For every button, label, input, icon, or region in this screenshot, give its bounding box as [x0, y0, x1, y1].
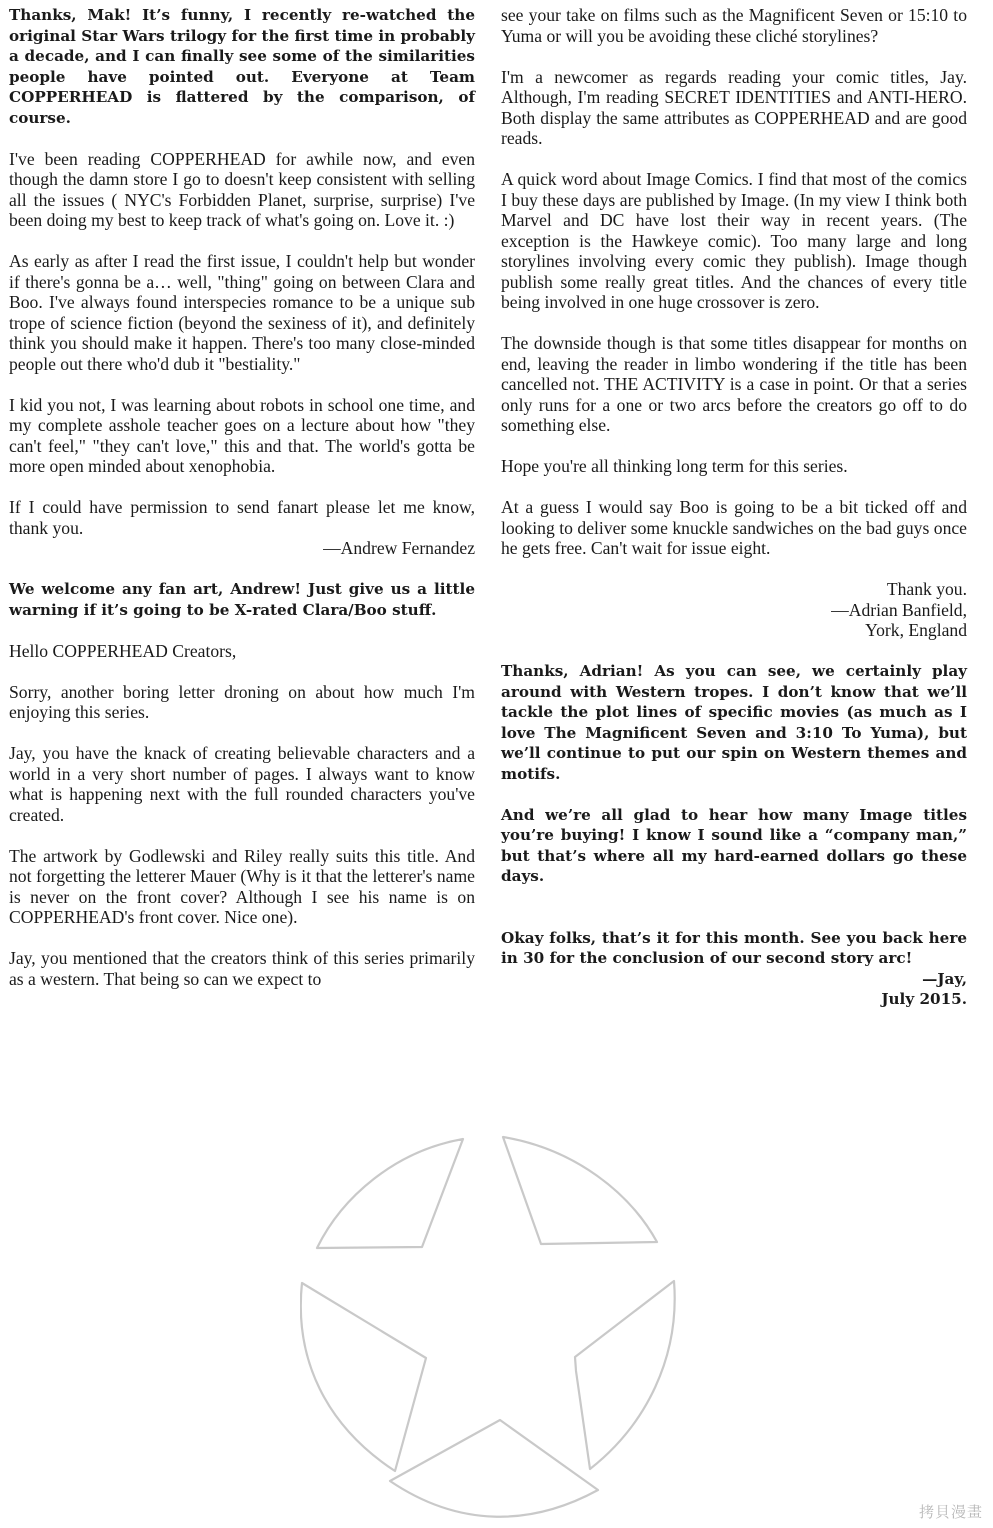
signature-line: —Adrian Banfield,: [831, 599, 967, 620]
signature-line: York, England: [865, 620, 967, 640]
emblem-segment-bottom: [390, 1420, 598, 1517]
letter-signature-andrew: —Andrew Fernandez: [323, 538, 475, 558]
editor-reply-mak: Thanks, Mak! It’s funny, I recently re-watched the original Star Wars trilogy for the first time in probably a decade, and I can finally see some of the similarities people have pointed out. Everyone at Team COPPERHEAD is flattered by the comparison, of course.: [9, 6, 475, 127]
letter-paragraph: I'm a newcomer as regards reading your comic titles, Jay. Although, I'm reading SECRET IDENTITIES and ANTI-HERO. Both display the same attributes as COPPERHEAD and are good reads.: [501, 66, 967, 148]
signature-line: Thank you.: [886, 579, 967, 599]
emblem-segment-top-right: [503, 1137, 657, 1244]
emblem-segment-right: [575, 1281, 675, 1469]
letter-paragraph: I kid you not, I was learning about robots in school one time, and my complete asshole teacher goes on a lecture about how "they can't feel," "they can't love," this and that. The world's gotta be more open minded about xenophobia.: [9, 394, 475, 476]
letter-paragraph: Jay, you mentioned that the creators think of this series primarily as a western. That being so can we expect to: [9, 948, 475, 989]
site-watermark: 拷貝漫畫: [918, 1503, 983, 1521]
letter-greeting: Hello COPPERHEAD Creators,: [9, 640, 237, 661]
editor-closing: Okay folks, that’s it for this month. See you back here in 30 for the conclusion of our second story arc!: [501, 928, 967, 967]
letter-paragraph: Sorry, another boring letter droning on about how much I'm enjoying this series.: [9, 681, 475, 722]
signature-line: —Jay,: [922, 969, 967, 988]
letter-paragraph: At a guess I would say Boo is going to be a bit ticked off and looking to deliver some knuckle sandwiches on the bad guys once he gets free. Can't wait for issue eight.: [501, 497, 967, 558]
editor-signature: [501, 969, 967, 1010]
letter-paragraph: If I could have permission to send fanart please let me know, thank you.: [9, 497, 475, 538]
emblem-segment-left: [301, 1283, 426, 1471]
editor-reply-andrew: We welcome any fan art, Andrew! Just give us a little warning if it’s going to be X-rated Clara/Boo stuff.: [9, 580, 475, 619]
letter-paragraph: see your take on films such as the Magnificent Seven or 15:10 to Yuma or will you be avoiding these cliché storylines?: [501, 5, 967, 46]
letter-signature-adrian: [501, 579, 967, 641]
letter-paragraph: A quick word about Image Comics. I find that most of the comics I buy these days are published by Image. (In my view I think both Marvel and DC have lost their way in recent years. (The exception is the Hawkeye comic). Too many large and long storylines involving every comic they publish). Image though publish some really great titles. And the chances of every title being involved in one huge crossover is zero.: [501, 169, 967, 312]
editor-reply-adrian: And we’re all glad to hear how many Image titles you’re buying! I know I sound like a “company man,” but that’s where all my hard-earned dollars go these days.: [501, 805, 967, 885]
left-column: [9, 5, 475, 1010]
signature-line: July 2015.: [881, 990, 967, 1008]
editor-reply-adrian: Thanks, Adrian! As you can see, we certainly play around with Western tropes. I don’t know that we’ll tackle the plot lines of specific movies (as much as I love The Magnificent Seven and 3:10 To Yuma), but we’ll continue to put our spin on Western themes and motifs.: [501, 662, 967, 783]
star-emblem-icon: [300, 1135, 680, 1520]
letter-paragraph: As early as after I read the first issue, I couldn't help but wonder if there's gonna be a… well, "thing" going on between Clara and Boo. I've always found interspecies romance to be a unique sub trope of science fiction (beyond the sexiness of it), and definitely think you should make it happen. There's too many close-minded people out there who'd dub it "bestiality.": [9, 251, 475, 374]
letter-paragraph: The downside though is that some titles disappear for months on end, leaving the reader in limbo wondering if the title has been cancelled not. THE ACTIVITY is a case in point. Or that a series only runs for a one or two arcs before the creators go off to do something else.: [501, 333, 967, 435]
right-column: [501, 5, 967, 1030]
emblem-segment-top-left: [317, 1139, 463, 1248]
letter-paragraph: Jay, you have the knack of creating believable characters and a world in a very short number of pages. I always want to know what is happening next with the full rounded characters you've created.: [9, 743, 475, 825]
letter-paragraph: Hope you're all thinking long term for this series.: [501, 456, 848, 476]
letter-paragraph: I've been reading COPPERHEAD for awhile now, and even though the damn store I go to doesn't keep consistent with selling all the issues ( NYC's Forbidden Planet, surprise, surprise) I've been doing my best to keep track of what's going on. Love it. :): [9, 148, 475, 230]
letter-paragraph: The artwork by Godlewski and Riley really suits this title. And not forgetting the letterer Mauer (Why is it that the letterer's name is never on the front cover? Although I see his name is on COPPERHEAD's front cover. Nice one).: [9, 845, 475, 927]
